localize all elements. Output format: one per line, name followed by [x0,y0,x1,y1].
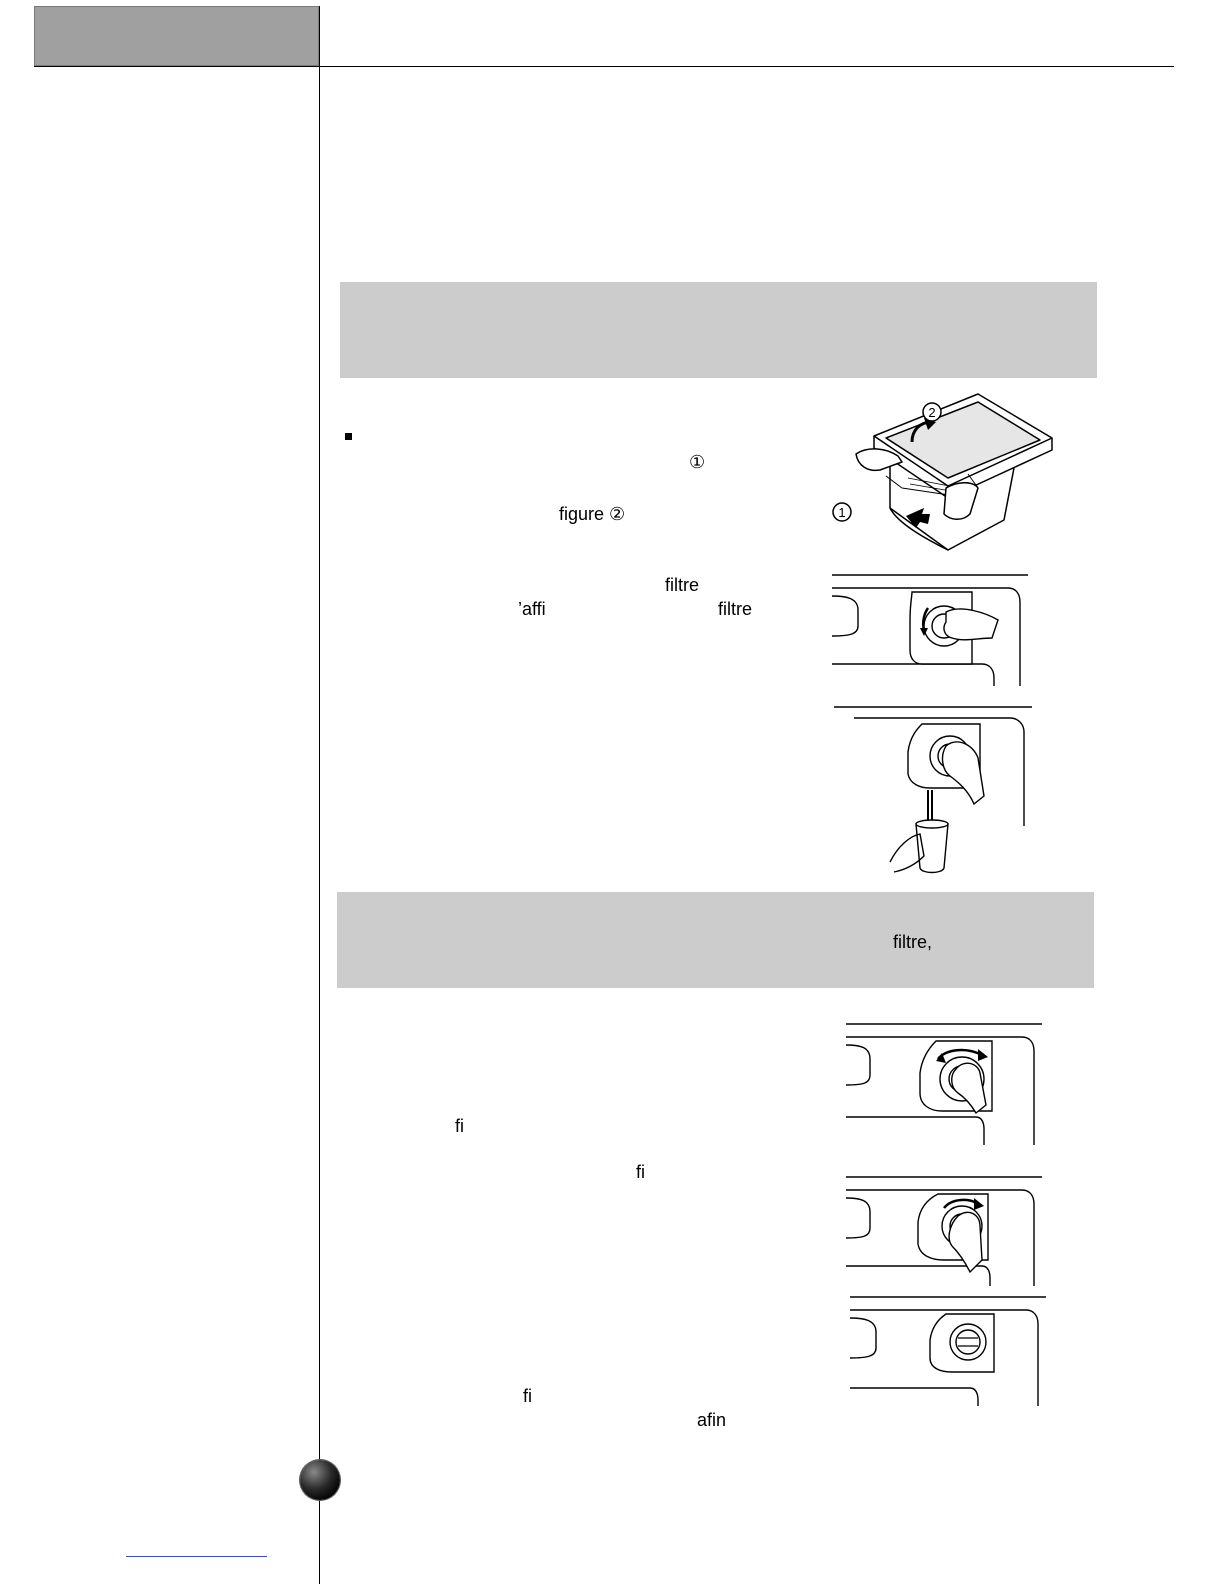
note-word-filtre: filtre, [893,932,933,952]
header-rule [34,66,1174,67]
filter-insert-figure [846,1023,1046,1147]
caution-box-top [340,282,1097,378]
margin-rule [319,6,320,1584]
word-fi-1: fi [455,1116,464,1136]
caution-box-middle [337,892,1094,988]
filter-drain-figure [834,706,1034,882]
filter-lock-figure [846,1176,1046,1288]
word-afin: afin [697,1410,727,1430]
filter-twist-figure [832,574,1032,686]
page-number-dot [300,1460,340,1500]
tray-step-two-label: 2 [928,405,936,420]
header-tab [34,6,319,66]
tray-step-one-label: 1 [838,505,846,520]
word-filtre-2: filtre [718,599,753,619]
step-ref-one: ① [689,452,706,472]
figure-ref-two: figure ② [559,504,626,524]
word-filtre-1: filtre [665,575,700,595]
tray-removal-figure [828,390,1058,560]
bullet-marker [345,433,352,440]
footer-link-underline[interactable] [126,1556,267,1557]
word-affi: ’affi [518,599,546,619]
word-fi-3: fi [523,1386,532,1406]
filter-installed-figure [850,1296,1050,1408]
word-fi-2: fi [636,1162,645,1182]
